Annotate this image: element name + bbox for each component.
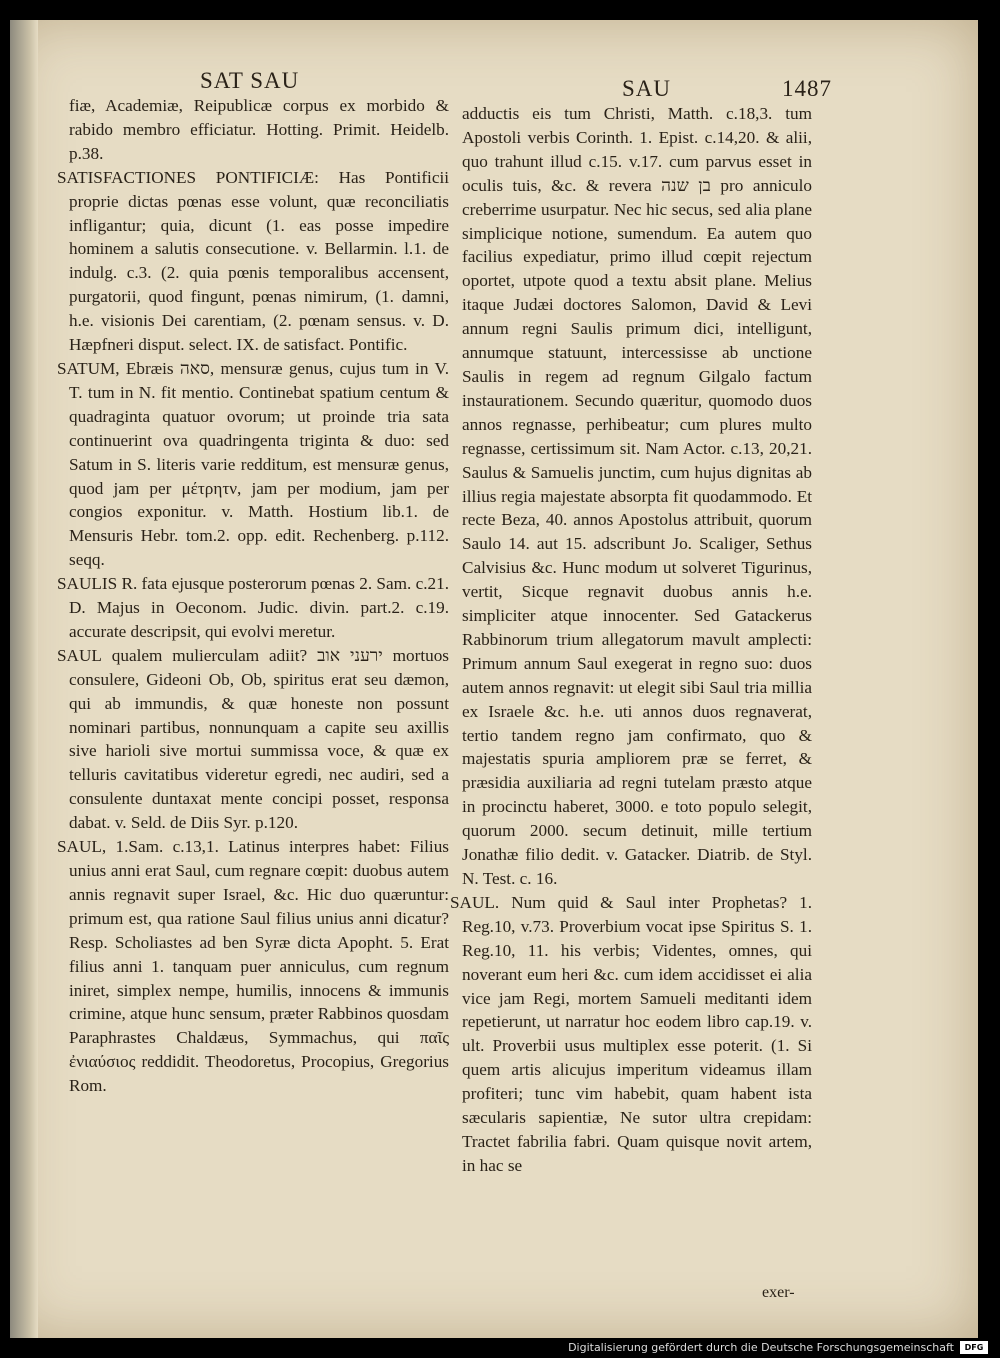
entry-headword: SATUM <box>57 358 116 378</box>
book-page <box>10 20 978 1338</box>
entry-headword: SAUL <box>57 645 102 665</box>
entry-headword: SATISFACTIONES PONTIFICIÆ <box>57 167 315 187</box>
dictionary-entry <box>57 166 449 357</box>
dictionary-entry <box>57 835 449 1098</box>
entry-headword: SAULIS <box>57 574 118 594</box>
right-column <box>450 102 812 1178</box>
left-column <box>57 94 449 1098</box>
entry-headword: SAUL <box>450 892 495 912</box>
entry-text: : Has Pontificii proprie dictas pœnas esse volunt, quæ reconciliatis infligantur; quia, dicunt (1. eas posse impedire hominem a salutis consecutione. v. Bellarmin. l.1. de indulg. c.3. (2. quia pœnis temporalibus accensent, purgatorii, quod fingunt, pœnas nimirum, (1. damni, h.e. visionis Dei carentiam, (2. pœnam sensus. v. D. Hæpfneri disput. select. IX. de satisfact. Pontific. <box>69 167 450 355</box>
left-running-header: SAT SAU <box>200 68 300 93</box>
page-number: 1487 <box>782 76 832 101</box>
entry-continuation <box>57 94 449 166</box>
footer-credit-text: Digitalisierung gefördert durch die Deutsche Forschungsgemeinschaft <box>568 1341 954 1354</box>
entry-text: R. fata ejusque posterorum pœnas 2. Sam. c.21. D. Majus in Oeconom. Judic. divin. part.2. c.19. accurate descripsit, qui evolvi meretur. <box>69 574 449 641</box>
entry-text: , Ebræis סאה, mensuræ genus, cujus tum in V. T. tum in N. fit mentio. Continebat spatium centum & quadraginta quatuor ovorum; ut proinde tria sata continuerint ova quadringenta triginta & duo: sed Satum in S. literis varie redditum, est mensuræ genus, quod jam per μέτρητν, jam per modium, jam per congios exponitur. v. Matth. Hostium lib.1. de Mensuris Hebr. tom.2. opp. edit. Rechenberg. p.112. seqq. <box>69 358 449 570</box>
entry-continuation <box>450 102 812 891</box>
entry-text: . Num quid & Saul inter Prophetas? 1. Reg.10, v.73. Proverbium vocat ipse Spiritus S. 1. Reg.10, 11. his verbis; Videntes, omnes, qui noverant eum heri &c. cum idem accidisset ei alia vice jam Regi, mortem Samueli meditanti idem repetierunt, ut narratur hoc eodem libro cap.19. v. ult. Proverbii usus multiplex esse poterit. (1. Si quem artis alicujus imperitum videamus illam profiteri; tunc vim habebit, quam habent ista sæcularis sapientiæ, Ne sutor ultra crepidam: Tractet fabrilia fabri. Quam quisque novit artem, in hac se <box>462 892 812 1175</box>
entry-headword: SAUL <box>57 837 102 857</box>
right-running-header: SAU <box>622 76 672 101</box>
dictionary-entry <box>57 357 449 572</box>
digitization-footer <box>0 1338 1000 1358</box>
entry-text: , 1.Sam. c.13,1. Latinus interpres habet: Filius unius anni erat Saul, cum regnare cœpit: duobus autem annis regnavit super Israel, &c. Hic duo quæruntur: primum est, qua ratione Saul filius unius anni dicatur? Resp. Scholiastes ad ben Syræ dicta Apopht. 5. Erat filius anni 1. tanquam puer anniculus, cum regnum iniret, simplex nempe, humilis, innocens & immunis crimine, atque hunc sensum, præter Rabbinos quosdam Paraphrastes Chaldæus, Symmachus, qui παῖς ἐνιαύσιος reddidit. Theodoretus, Procopius, Gregorius Rom. <box>69 837 449 1096</box>
entry-text: adductis eis tum Christi, Matth. c.18,3. tum Apostoli verbis Corinth. 1. Epist. c.14,20. & alii, quo trahunt illud c.15. v.17. cum parvus esset in oculis tuis, &c. & revera בן שנה pro anniculo creberrime usurpatur. Nec hic secus, sed alia plane simplicique notione, sumendum. Ea autem quo facilius expediatur, primo illud cœpit rejectum oportet, utpote quod a textu absit plane. Melius itaque Judæi doctores Salomon, David & Levi annum regni Saulis primum dici, intelligunt, annumque statuunt, intercessisse ab unctione Saulis in regem ad regnum Gilgalo factum instaurationem. Secundo quæritur, quomodo duos annos regnasse, perhibeatur; cum plures multo regnasse, certissimum sit. Nam Actor. c.13, 20,21. Saulus & Samuelis junctim, cum hujus dignitas ab illius regia majestate absorpta fit quodammodo. Et recte Beza, 40. annos Apostolus attribuit, quorum Saulo 14. aut 15. adscribunt Jo. Scaliger, Sethus Calvisius &c. Hunc modum ut solveret Tigurinus, vertit, Sicque regnavit duobus annis h.e. simpliciter atque innocenter. Sed Gatackerus Rabbinorum trium allegatorum mavult amplecti: Primum annum Saul exegerat in regno suo: duos autem annos regnavit: ut elegit sibi Saul tria millia ex Israele &c. h.e. uti annos duos regnaverat, tertio tandem regno jam confirmato, quo & majestatis spuria ampliorem præ se ferret, & præsidia auxiliaria ad regni tutelam præsto atque in procinctu haberet, 3000. e toto populo selegit, quorum 2000. secum detinuit, mille tertium Jonathæ filio dedit. v. Gatacker. Diatrib. de Styl. N. Test. c. 16. <box>462 104 812 888</box>
dictionary-entry <box>450 891 812 1178</box>
book-spine-shadow <box>10 20 38 1338</box>
entry-text: fiæ, Academiæ, Reipublicæ corpus ex morbido & rabido membro efficiatur. Hotting. Primit. Heidelb. p.38. <box>69 96 449 163</box>
dfg-logo: DFG <box>960 1341 988 1354</box>
dictionary-entry <box>57 644 449 835</box>
entry-text: qualem mulierculam adiit? ירעני אוב mortuos consulere, Gideoni Ob, Ob, spiritus erat seu dæmon, qui ab immundis, & quæ honeste non possunt nominari partibus, nonnunquam a capite seu axillis sive harioli sive mortui summissa voce, & quæ ex telluris cavitatibus videretur egredi, nec audiri, sed a consulente duntaxat mente concipi posset, responsa dabat. v. Seld. de Diis Syr. p.120. <box>69 645 449 833</box>
dictionary-entry <box>57 572 449 644</box>
catchword: exer- <box>762 1284 795 1301</box>
